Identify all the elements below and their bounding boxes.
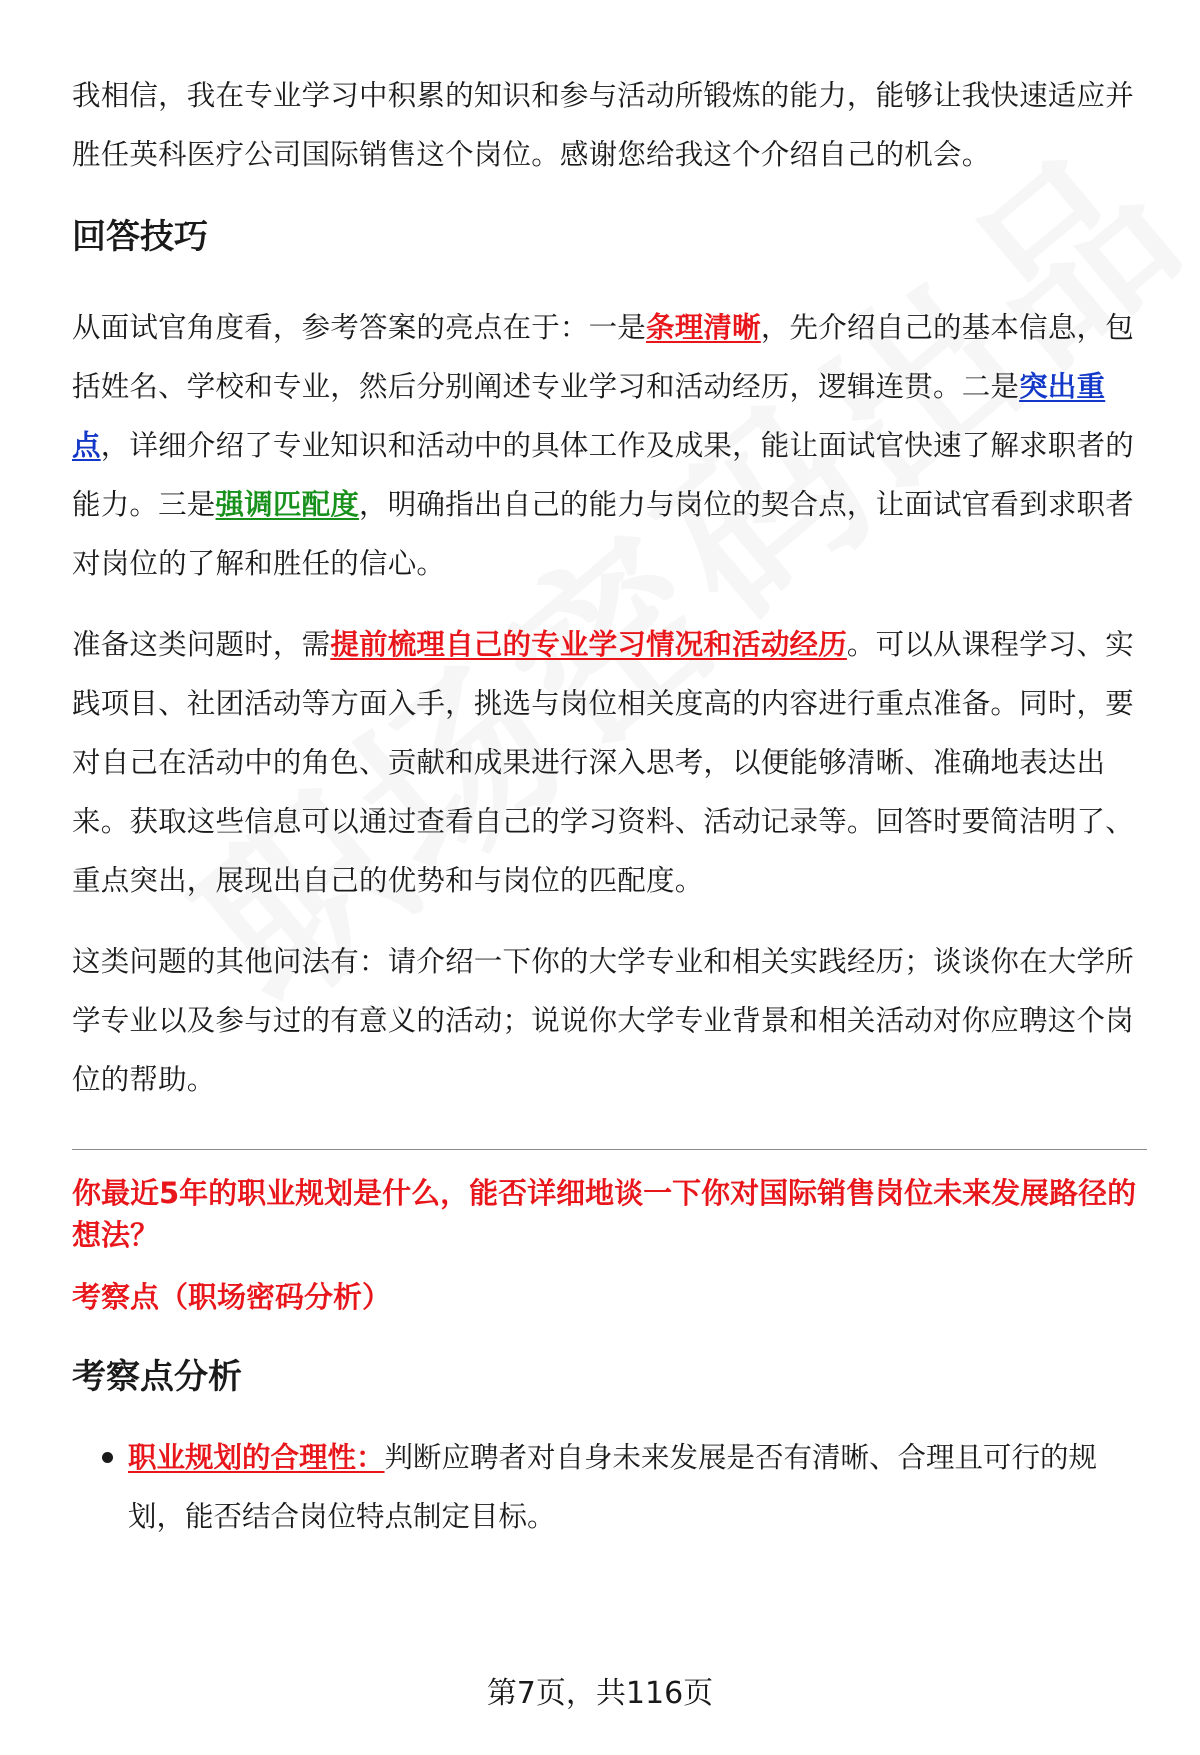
- text-span: 从面试官角度看，参考答案的亮点在于：一是: [72, 311, 647, 344]
- highlight-clear-structure: 条理清晰: [646, 311, 761, 344]
- section-heading-analysis: 考察点分析: [72, 1357, 242, 1397]
- highlight-focus: 突出重点: [72, 370, 1106, 462]
- text-span: ，详细介绍了专业知识和活动中的具体工作及成果，能让面试官快速了解求职者的能力。三是: [72, 429, 1134, 521]
- tips-paragraph-3: 这类问题的其他问法有：请介绍一下你的大学专业和相关实践经历；谈谈你在大学所学专业以及参与过的有意义的活动；说说你大学专业背景和相关活动对你应聘这个岗位的帮助。: [72, 945, 1134, 1096]
- tips-paragraph-2: [72, 615, 1147, 910]
- text-span: ，明确指出自己的能力与岗位的契合点，让面试官看到求职者对岗位的了解和胜任的信心。: [72, 488, 1134, 580]
- point-text: 判断应聘者对自身未来发展是否有清晰、合理且可行的规划，能否结合岗位特点制定目标。: [128, 1441, 1098, 1533]
- list-item: [72, 1428, 1147, 1546]
- highlight-match: 强调匹配度: [215, 488, 360, 521]
- section-divider: [72, 1149, 1147, 1150]
- bullet-icon: [102, 1452, 113, 1463]
- text-span: ，先介绍自己的基本信息，包括姓名、学校和专业，然后分别阐述专业学习和活动经历，逻辑连贯。二是: [72, 311, 1134, 403]
- question-heading: 你最近5年的职业规划是什么，能否详细地谈一下你对国际销售岗位未来发展路径的想法？: [72, 1176, 1137, 1252]
- analysis-list: [72, 1428, 1147, 1546]
- highlight-prepare: 提前梳理自己的专业学习情况和活动经历: [330, 628, 847, 661]
- tips-paragraph-1: [72, 298, 1147, 593]
- page-footer: 第7页，共116页: [486, 1676, 714, 1711]
- assessment-subheading: 考察点（职场密码分析）: [72, 1280, 392, 1314]
- intro-paragraph: 我相信，我在专业学习中积累的知识和参与活动所锻炼的能力，能够让我快速适应并胜任英科医疗公司国际销售这个岗位。感谢您给我这个介绍自己的机会。: [72, 79, 1134, 171]
- point-label: 职业规划的合理性：: [128, 1441, 385, 1474]
- section-heading-tips: 回答技巧: [72, 217, 208, 257]
- text-span: 准备这类问题时，需: [72, 628, 331, 661]
- document-page: [72, 66, 1147, 1546]
- text-span: 。可以从课程学习、实践项目、社团活动等方面入手，挑选与岗位相关度高的内容进行重点准备。同时，要对自己在活动中的角色、贡献和成果进行深入思考，以便能够清晰、准确地表达出来。获取这些信息可以通过查看自己的学习资料、活动记录等。回答时要简洁明了、重点突出，展现出自己的优势和与岗位的匹配度。: [72, 628, 1134, 897]
